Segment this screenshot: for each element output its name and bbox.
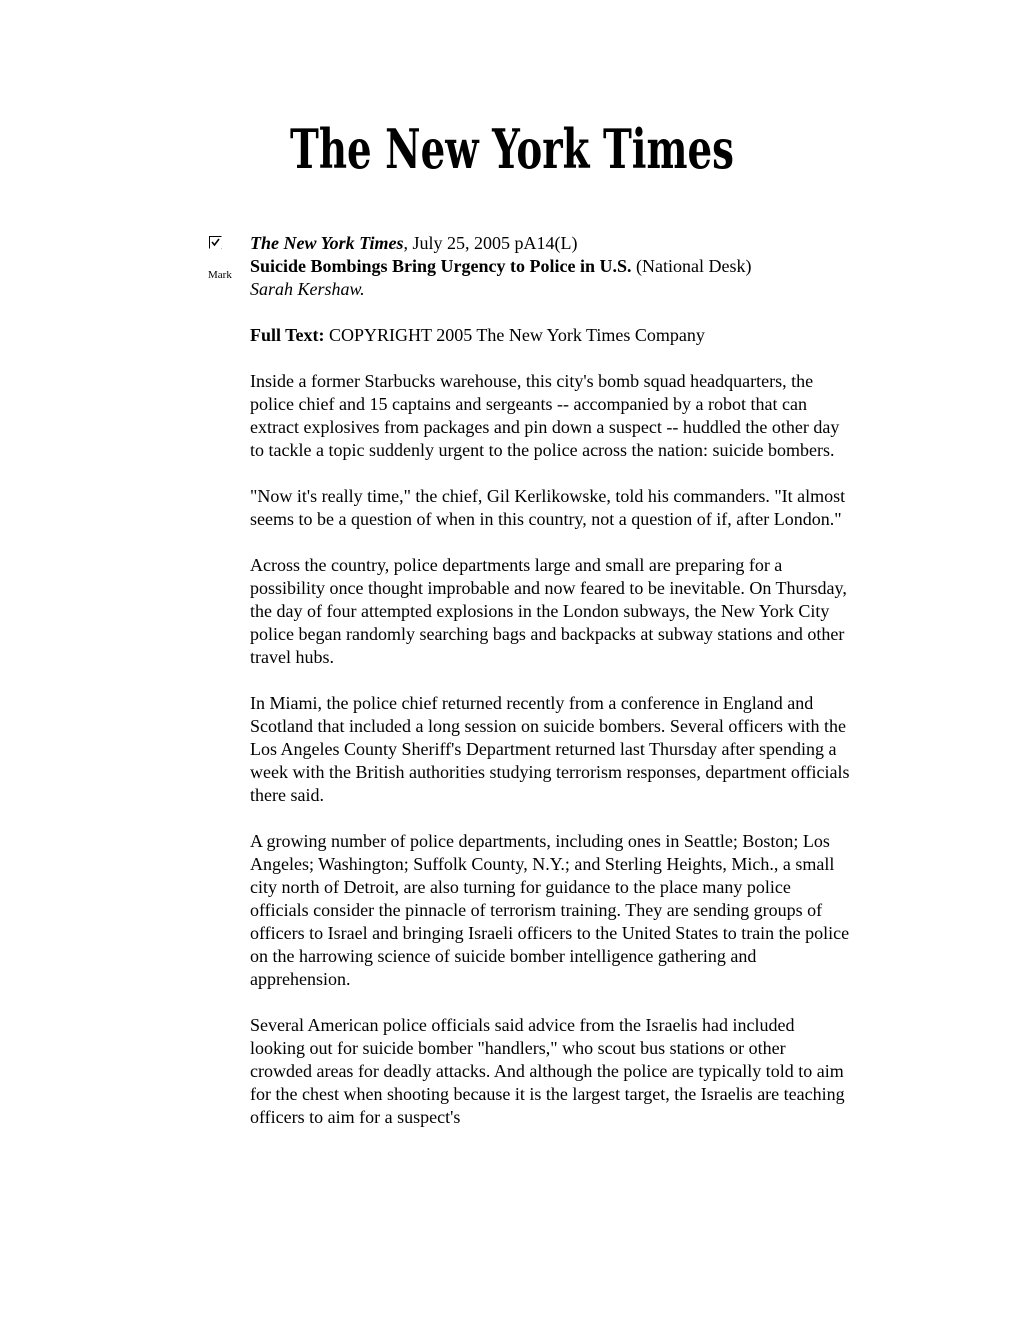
article: [250, 232, 850, 1152]
article-paragraph: Inside a former Starbucks warehouse, this city's bomb squad headquarters, the police chief and 15 captains and sergeants -- accompanied by a robot that can extract explosives from packages and pin down a suspect -- huddled the other day to tackle a topic suddenly urgent to the police across the nation: suicide bombers.: [250, 371, 840, 460]
citation-line: [250, 232, 850, 255]
publication-name: The New York Times: [250, 233, 404, 253]
article-paragraph: A growing number of police departments, including ones in Seattle; Boston; Los Angeles; Washington; Suffolk County, N.Y.; and Sterling Heights, Mich., a small city north of Detroit, are also turning for guidance to the place many police officials consider the pinnacle of terrorism training. They are sending groups of officers to Israel and bringing Israeli officers to the United States to train the police on the harrowing science of suicide bomber intelligence gathering and apprehension.: [250, 831, 850, 989]
headline: Suicide Bombings Bring Urgency to Police in U.S.: [250, 256, 632, 276]
article-paragraph: Several American police officials said advice from the Israelis had included looking out for suicide bomber "handlers," who scout bus stations or other crowded areas for deadly attacks. And although the police are typically told to aim for the chest when shooting because it is the largest target, the Israelis are teaching officers to aim for a suspect's: [250, 1015, 845, 1127]
fulltext-label: Full Text:: [250, 325, 325, 345]
section: (National Desk): [631, 256, 752, 276]
mark-checkbox[interactable]: [209, 236, 222, 249]
author: Sarah Kershaw.: [250, 279, 365, 299]
mark-label: Mark: [208, 269, 232, 281]
article-paragraph: Across the country, police departments large and small are preparing for a possibility once thought improbable and now feared to be inevitable. On Thursday, the day of four attempted explosions in the London subways, the New York City police began randomly searching bags and backpacks at subway stations and other travel hubs.: [250, 555, 847, 667]
masthead-logo-text: The New York Times: [290, 117, 734, 181]
article-paragraph: "Now it's really time," the chief, Gil Kerlikowske, told his commanders. "It almost seems to be a question of when in this country, not a question of if, after London.": [250, 486, 846, 529]
date-page: , July 25, 2005 pA14(L): [403, 233, 578, 253]
nyt-masthead-logo: [287, 112, 737, 188]
author-line: [250, 278, 850, 301]
copyright-text: COPYRIGHT 2005 The New York Times Company: [324, 325, 705, 345]
fulltext-line: [250, 324, 850, 347]
headline-line: [250, 255, 850, 278]
article-paragraph: In Miami, the police chief returned recently from a conference in England and Scotland that included a long session on suicide bombers. Several officers with the Los Angeles County Sheriff's Department returned last Thursday after spending a week with the British authorities studying terrorism responses, department officials there said.: [250, 693, 850, 805]
